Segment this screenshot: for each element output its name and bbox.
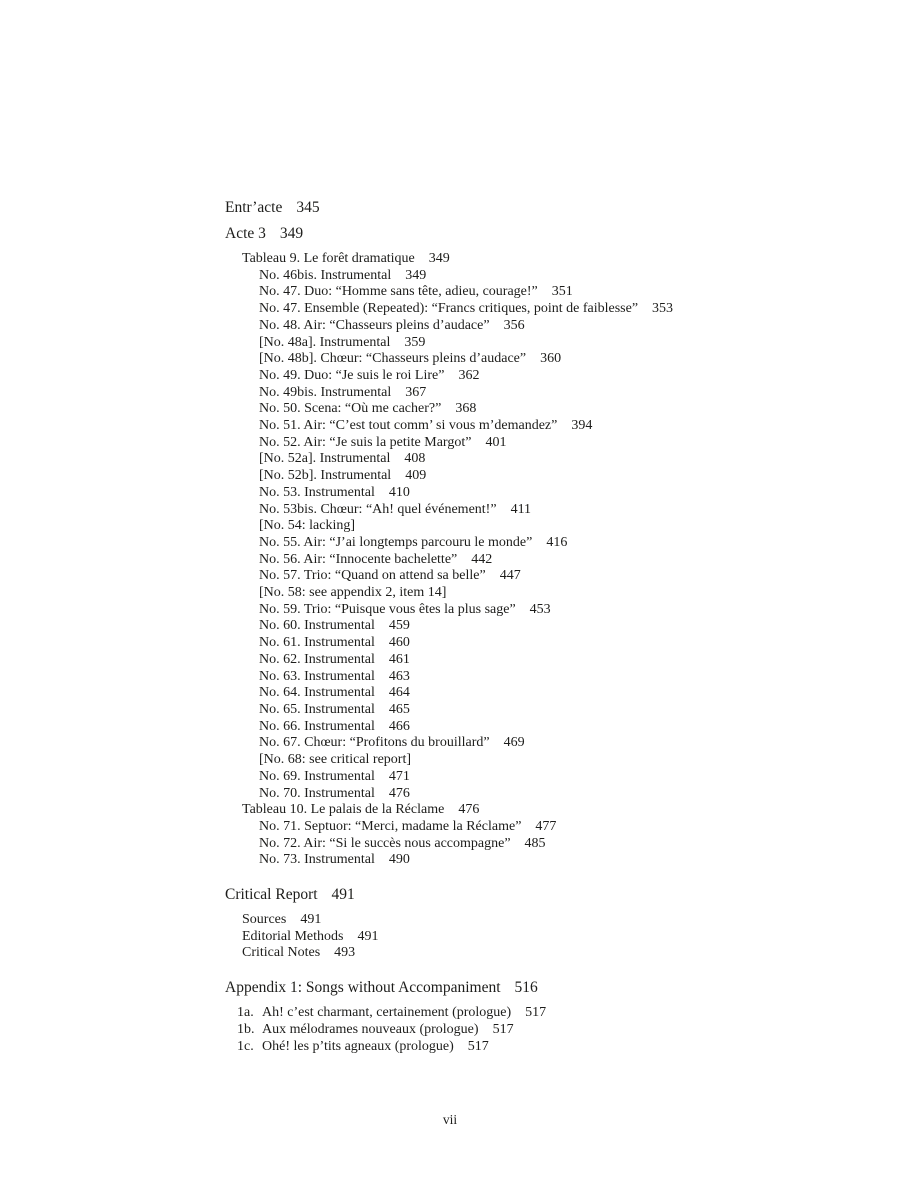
toc-entry: [225, 368, 860, 385]
toc-entry-label: No. 61. Instrumental: [259, 635, 375, 651]
toc-entry-label: No. 49bis. Instrumental: [259, 384, 392, 400]
toc-entry: [225, 351, 860, 368]
toc-entry: [225, 418, 860, 435]
toc-entry-page-number: 476: [458, 802, 480, 818]
toc-entry: [225, 585, 860, 602]
toc-entry-label: No. 73. Instrumental: [259, 852, 375, 868]
toc-entry-page-number: 493: [334, 945, 356, 961]
toc-entry: [225, 251, 860, 268]
toc-entry-page-number: 477: [535, 818, 557, 834]
toc-entry-page-number: 471: [388, 768, 410, 784]
toc-entry: [225, 225, 860, 243]
toc-entry-page-number: 442: [471, 551, 493, 567]
toc-entry-label: Tableau 10. Le palais de la Réclame: [242, 802, 445, 818]
toc-entry: [225, 468, 860, 485]
toc-entry-label: Critical Report: [225, 886, 318, 904]
toc-entry-page-number: 411: [510, 501, 532, 517]
toc-entry: [225, 568, 860, 585]
toc-entry-page-number: 353: [652, 301, 674, 317]
toc-entry: [225, 702, 860, 719]
toc-entry-label: No. 49. Duo: “Je suis le roi Lire”: [259, 367, 445, 383]
toc-entry-label: No. 53bis. Chœur: “Ah! quel événement!”: [259, 501, 497, 517]
toc-entry: [225, 518, 860, 535]
toc-entry-page-number: 460: [388, 635, 410, 651]
toc-entry-label: No. 63. Instrumental: [259, 668, 375, 684]
toc-entry-label: No. 56. Air: “Innocente bachelette”: [259, 551, 458, 567]
toc-entry-page-number: 463: [388, 668, 410, 684]
toc-entry-number: 1b.: [237, 1021, 255, 1037]
toc-entry-label: [No. 54: lacking]: [259, 518, 356, 534]
toc-entry: [225, 685, 860, 702]
toc-entry: [225, 652, 860, 669]
toc-entry-label: [No. 68: see critical report]: [259, 752, 411, 768]
toc-entry-page-number: 491: [331, 886, 355, 904]
toc-entry-page-number: 469: [503, 735, 525, 751]
toc-entry-label: [No. 58: see appendix 2, item 14]: [259, 585, 447, 601]
toc-entry-label: No. 53. Instrumental: [259, 484, 375, 500]
toc-entry-page-number: 464: [388, 685, 410, 701]
toc-entry: [225, 502, 860, 519]
toc-entry-page-number: 461: [388, 651, 410, 667]
toc-entry: [225, 669, 860, 686]
toc-entry-label: No. 71. Septuor: “Merci, madame la Réclame”: [259, 818, 522, 834]
toc-entry: [225, 318, 860, 335]
toc-entry-label: No. 70. Instrumental: [259, 785, 375, 801]
toc-entry-label: No. 51. Air: “C’est tout comm’ si vous m’demandez”: [259, 418, 558, 434]
toc-entry-page-number: 410: [388, 484, 410, 500]
toc-entry-label: [No. 48b]. Chœur: “Chasseurs pleins d’audace”: [259, 351, 527, 367]
toc-entry: [225, 1022, 860, 1039]
toc-entry: [225, 301, 860, 318]
toc-entry-label: No. 60. Instrumental: [259, 618, 375, 634]
toc-entry-label: No. 62. Instrumental: [259, 651, 375, 667]
toc-entry: [225, 401, 860, 418]
toc-entry-page-number: 517: [525, 1005, 547, 1021]
toc-entry: [225, 819, 860, 836]
toc-entry-page-number: 459: [388, 618, 410, 634]
toc-entry-page-number: 447: [499, 568, 521, 584]
toc-entry-page-number: 362: [458, 367, 480, 383]
toc-entry-page-number: 416: [546, 534, 568, 550]
toc-entry-label: No. 66. Instrumental: [259, 718, 375, 734]
toc-entry-page-number: 466: [388, 718, 410, 734]
toc-entry: [225, 199, 860, 217]
toc-entry-page-number: 408: [404, 451, 426, 467]
toc-entry: [225, 945, 860, 962]
toc-entry-label: No. 69. Instrumental: [259, 768, 375, 784]
toc-entry: [225, 602, 860, 619]
toc-entry-list: [225, 199, 860, 1055]
toc-entry: [225, 552, 860, 569]
toc-entry-label: No. 64. Instrumental: [259, 685, 375, 701]
toc-entry-label: No. 46bis. Instrumental: [259, 267, 392, 283]
toc-entry-page-number: 485: [524, 835, 546, 851]
toc-entry-page-number: 359: [404, 334, 426, 350]
toc-entry: [225, 719, 860, 736]
toc-entry-page-number: 356: [503, 317, 525, 333]
toc-entry-number: 1a.: [237, 1005, 254, 1021]
toc-entry-page-number: 516: [514, 979, 538, 997]
toc-entry-page-number: 517: [467, 1038, 489, 1054]
toc-entry-label: Acte 3: [225, 225, 266, 242]
toc-entry-label: No. 65. Instrumental: [259, 701, 375, 717]
toc-entry-page-number: 349: [405, 267, 427, 283]
toc-entry-page-number: 345: [296, 199, 320, 216]
toc-entry-page-number: 367: [405, 384, 427, 400]
toc-entry: [225, 435, 860, 452]
toc-entry-page-number: 360: [540, 351, 562, 367]
toc-entry-label: No. 47. Ensemble (Repeated): “Francs critiques, point de faiblesse”: [259, 301, 639, 317]
toc-entry-label: Ah! c’est charmant, certainement (prologue): [262, 1005, 512, 1021]
toc-entry-label: No. 52. Air: “Je suis la petite Margot”: [259, 434, 472, 450]
toc-entry: [225, 752, 860, 769]
toc-entry-page-number: 349: [279, 225, 304, 242]
toc-entry-page-number: 476: [388, 785, 410, 801]
toc-entry-label: No. 50. Scena: “Où me cacher?”: [259, 401, 442, 417]
toc-entry: [225, 786, 860, 803]
toc-entry-label: No. 57. Trio: “Quand on attend sa belle”: [259, 568, 486, 584]
toc-entry: [225, 284, 860, 301]
toc-entry-number: 1c.: [237, 1038, 254, 1054]
toc-entry: [225, 635, 860, 652]
toc-entry: [225, 852, 860, 869]
toc-entry-page-number: 465: [388, 701, 410, 717]
toc-entry: [225, 618, 860, 635]
toc-entry: [225, 979, 860, 997]
toc-entry-label: No. 72. Air: “Si le succès nous accompagne”: [259, 835, 511, 851]
toc-entry-label: Appendix 1: Songs without Accompaniment: [225, 979, 501, 997]
page-footer: [0, 1112, 900, 1128]
toc-entry: [225, 912, 860, 929]
toc-entry-label: Editorial Methods: [242, 928, 344, 944]
toc-entry-label: No. 59. Trio: “Puisque vous êtes la plus sage”: [259, 601, 516, 617]
toc-entry: [225, 451, 860, 468]
toc-entry: [225, 802, 860, 819]
toc-entry: [225, 836, 860, 853]
toc-entry: [225, 769, 860, 786]
toc-entry-page-number: 491: [300, 912, 322, 928]
folio-number: vii: [442, 1112, 458, 1127]
toc-entry-page-number: 394: [571, 418, 593, 434]
toc-entry-label: Tableau 9. Le forêt dramatique: [242, 251, 415, 266]
toc-entry-label: [No. 48a]. Instrumental: [259, 334, 391, 350]
toc-entry-label: Sources: [242, 912, 287, 928]
toc-entry-label: Entr’acte: [225, 199, 283, 216]
toc-entry: [225, 385, 860, 402]
toc-entry: [225, 1005, 860, 1022]
table-of-contents: [225, 199, 860, 1055]
toc-entry: [225, 485, 860, 502]
toc-entry-page-number: 453: [529, 601, 551, 617]
toc-entry: [225, 1039, 860, 1056]
toc-entry-page-number: 368: [455, 401, 477, 417]
toc-entry: [225, 535, 860, 552]
toc-entry-page-number: 349: [428, 251, 450, 266]
toc-entry: [225, 268, 860, 285]
toc-entry-label: Critical Notes: [242, 945, 321, 961]
toc-entry-label: No. 48. Air: “Chasseurs pleins d’audace”: [259, 317, 490, 333]
toc-entry-label: Aux mélodrames nouveaux (prologue): [262, 1021, 479, 1037]
toc-entry-page-number: 490: [388, 852, 410, 868]
toc-entry-page-number: 491: [357, 928, 379, 944]
toc-entry-page-number: 401: [485, 434, 507, 450]
toc-entry: [225, 929, 860, 946]
toc-entry-page-number: 351: [551, 284, 573, 300]
toc-entry-label: No. 67. Chœur: “Profitons du brouillard”: [259, 735, 490, 751]
toc-entry-label: [No. 52b]. Instrumental: [259, 468, 392, 484]
toc-entry-label: [No. 52a]. Instrumental: [259, 451, 391, 467]
toc-entry: [225, 735, 860, 752]
toc-entry: [225, 335, 860, 352]
toc-entry-label: Ohé! les p’tits agneaux (prologue): [262, 1038, 454, 1054]
toc-entry-page-number: 517: [492, 1021, 514, 1037]
toc-entry-label: No. 47. Duo: “Homme sans tête, adieu, courage!”: [259, 284, 538, 300]
toc-entry-label: No. 55. Air: “J’ai longtemps parcouru le monde”: [259, 534, 533, 550]
toc-entry: [225, 886, 860, 904]
toc-entry-page-number: 409: [405, 468, 427, 484]
